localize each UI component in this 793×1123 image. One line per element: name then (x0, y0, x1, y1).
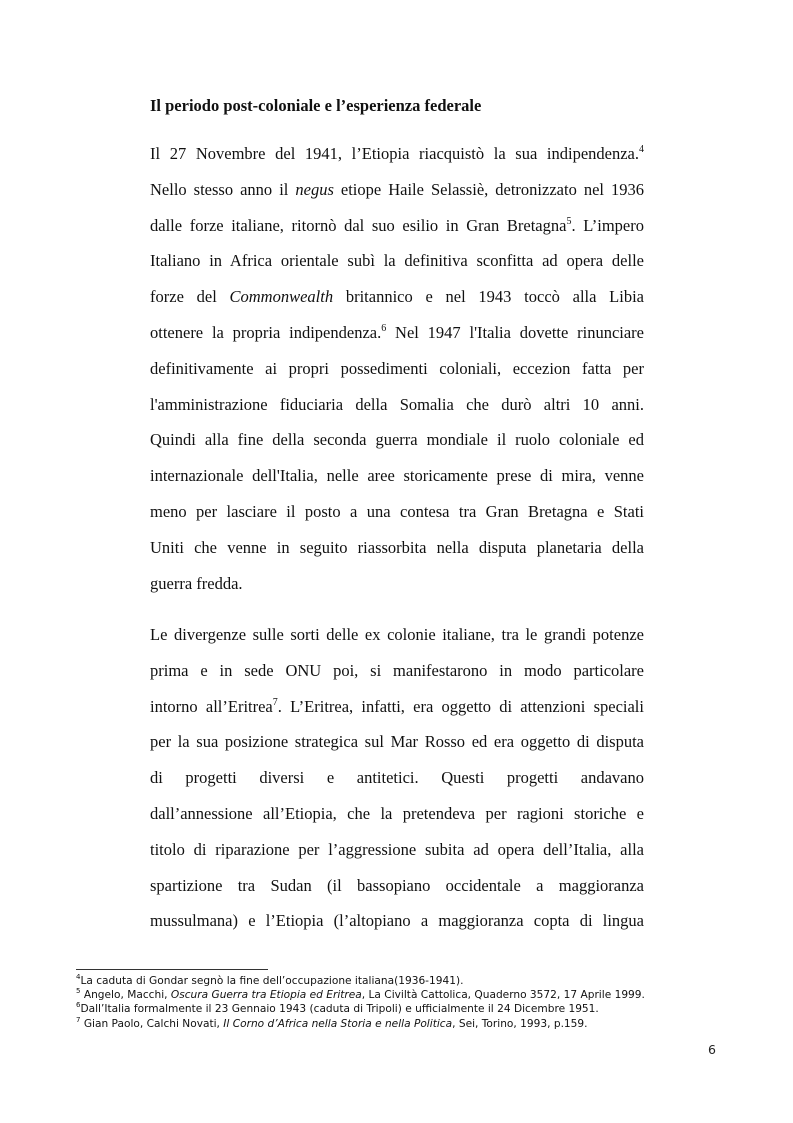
text-line: mussulmana) e l’Etiopia (l’altopiano a maggioranza copta di lingua (150, 911, 644, 931)
italic-text: Commonwealth (229, 287, 334, 307)
footnote-reference: 6 (381, 322, 387, 334)
text-line: intorno all’Eritrea$^7$. L’Eritrea, infatti, era oggetto di attenzioni speciali (150, 696, 644, 716)
footnote-number: 4 (76, 973, 81, 981)
text-line: Uniti che venne in seguito riassorbita nella disputa planetaria della (150, 537, 644, 557)
footnote-reference: 4 (639, 144, 644, 155)
text-line: prima e in sede ONU poi, si manifestarono in modo particolare (150, 660, 644, 680)
footnote: $^4$La caduta di Gondar segnò la fine dell’occupazione italiana(1936-1941). (76, 973, 464, 987)
italic-text: negus (295, 179, 334, 199)
footnote-number: 6 (76, 1001, 81, 1010)
footnote: $^6$Dall’Italia formalmente il 23 Gennaio 1943 (caduta di Tripoli) e ufficialmente il 24 Dicembre 1951. (76, 1001, 599, 1016)
text-line: Quindi alla fine della seconda guerra mondiale il ruolo coloniale ed (150, 430, 644, 450)
text-line: titolo di riparazione per l’aggressione subita ad opera dell’Italia, alla (150, 839, 644, 859)
text-line: dall’annessione all’Etiopia, che la pretendeva per ragioni storiche e (150, 803, 644, 823)
paragraph-1 (150, 144, 644, 609)
italic-text: Oscura Guerra tra Etiopia ed Eritrea (170, 989, 362, 1002)
text-line: di progetti diversi e antitetici. Questi progetti andavano (150, 768, 644, 788)
footnote: $^7$ Gian Paolo, Calchi Novati, Il Corno d’Africa nella Storia e nella Politica, Sei, Torino, 1993, p.159. (76, 1015, 588, 1030)
text-line: Nello stesso anno il negus etiope Haile Selassiè, detronizzato nel 1936 (150, 179, 645, 199)
footnote: $^5$ Angelo, Macchi, Oscura Guerra tra Etiopia ed Eritrea, La Civiltà Cattolica, Quaderno 3572, 17 Aprile 1999. (76, 987, 645, 1002)
page-number: 6 (708, 1042, 716, 1057)
footnote-number: 5 (76, 987, 81, 996)
text-line: guerra fredda. (150, 573, 243, 593)
text-line: internazionale dell'Italia, nelle aree storicamente prese di mira, venne (150, 466, 644, 486)
text-line: dalle forze italiane, ritornò dal suo esilio in Gran Bretagna$^5$. L’impero (150, 215, 644, 235)
text-line: Il 27 Novembre del 1941, l’Etiopia riacquistò la sua indipendenza.$^4$ (150, 144, 644, 163)
text-line: Le divergenze sulle sorti delle ex colonie italiane, tra le grandi potenze (150, 625, 644, 644)
text-line: l'amministrazione fiduciaria della Somalia che durò altri 10 anni. (150, 394, 644, 414)
section-heading: Il periodo post-coloniale e l’esperienza federale (150, 96, 482, 115)
italic-text: Il Corno d’Africa nella Storia e nella Politica (223, 1017, 453, 1030)
text-line: Italiano in Africa orientale subì la definitiva sconfitta ad opera delle (150, 251, 644, 271)
text-line: meno per lasciare il posto a una contesa tra Gran Bretagna e Stati (150, 501, 644, 521)
text-line: per la sua posizione strategica sul Mar Rosso ed era oggetto di disputa (150, 732, 644, 752)
footnote-reference: 7 (272, 696, 278, 708)
footnote-number: 7 (76, 1015, 81, 1024)
footnote-separator (76, 969, 268, 970)
text-line: ottenere la propria indipendenza.$^6$ Nel 1947 l'Italia dovette rinunciare (150, 322, 644, 342)
text-line: definitivamente ai propri possedimenti coloniali, eccezion fatta per (150, 358, 644, 378)
text-line: forze del Commonwealth britannico e nel 1943 toccò alla Libia (150, 287, 644, 307)
footnotes (76, 974, 696, 1031)
paragraph-2 (150, 625, 644, 947)
footnote-reference: 5 (566, 215, 572, 227)
text-line: spartizione tra Sudan (il bassopiano occidentale a maggioranza (150, 875, 644, 895)
